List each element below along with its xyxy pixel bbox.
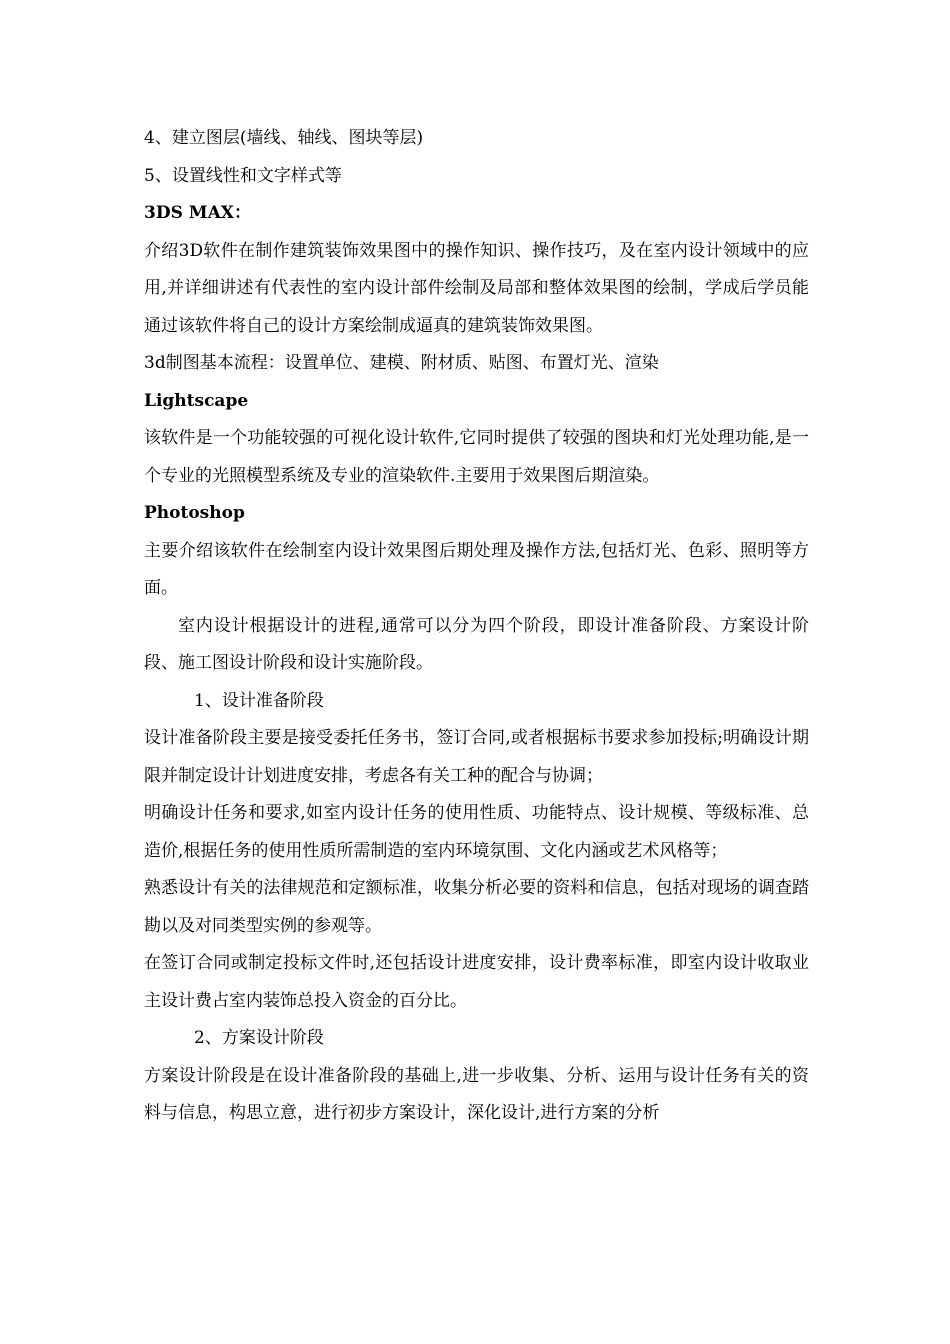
- heading-photoshop: Photoshop: [144, 503, 245, 523]
- heading-3dsmax: 3DS MAX：: [144, 203, 251, 223]
- paragraph-preparation-contract: 设计准备阶段主要是接受委托任务书，签订合同,或者根据标书要求参加投标;明确设计期限并制定设计计划进度安排，考虑各有关工种的配合与协调；: [144, 728, 809, 786]
- paragraph-3dsmax-intro: 介绍3D软件在制作建筑装饰效果图中的操作知识、操作技巧，及在室内设计领域中的应用,并详细讲述有代表性的室内设计部件绘制及局部和整体效果图的绘制，学成后学员能通过该软件将自己的设计方案绘制成逼真的建筑装饰效果图。: [144, 240, 809, 336]
- heading-stage-1-preparation: 1、设计准备阶段: [194, 690, 324, 711]
- paragraph-design-stages: 室内设计根据设计的进程,通常可以分为四个阶段，即设计准备阶段、方案设计阶段、施工图设计阶段和设计实施阶段。: [144, 615, 809, 673]
- step-5-linetype-text-style: 5、设置线性和文字样式等: [144, 165, 342, 186]
- heading-lightscape: Lightscape: [144, 390, 249, 411]
- paragraph-scheme-design: 方案设计阶段是在设计准备阶段的基础上,进一步收集、分析、运用与设计任务有关的资料与信息，构思立意，进行初步方案设计，深化设计,进行方案的分析: [144, 1065, 809, 1123]
- paragraph-3d-workflow: 3d制图基本流程：设置单位、建模、附材质、贴图、布置灯光、渲染: [144, 353, 659, 373]
- paragraph-preparation-regulations: 熟悉设计有关的法律规范和定额标准，收集分析必要的资料和信息，包括对现场的调查踏勘以及对同类型实例的参观等。: [144, 878, 809, 936]
- paragraph-lightscape-intro: 该软件是一个功能较强的可视化设计软件,它同时提供了较强的图块和灯光处理功能,是一个专业的光照模型系统及专业的渲染软件.主要用于效果图后期渲染。: [144, 428, 809, 486]
- paragraph-preparation-fees: 在签订合同或制定投标文件时,还包括设计进度安排，设计费率标准，即室内设计收取业主设计费占室内装饰总投入资金的百分比。: [144, 953, 809, 1011]
- document-body: [144, 120, 809, 1133]
- heading-stage-2-scheme-design: 2、方案设计阶段: [194, 1028, 324, 1048]
- paragraph-photoshop-intro: 主要介绍该软件在绘制室内设计效果图后期处理及操作方法,包括灯光、色彩、照明等方面。: [144, 540, 809, 598]
- step-4-layers: 4、建立图层(墙线、轴线、图块等层): [144, 128, 424, 148]
- paragraph-preparation-requirements: 明确设计任务和要求,如室内设计任务的使用性质、功能特点、设计规模、等级标准、总造价,根据任务的使用性质所需制造的室内环境氛围、文化内涵或艺术风格等；: [144, 803, 809, 861]
